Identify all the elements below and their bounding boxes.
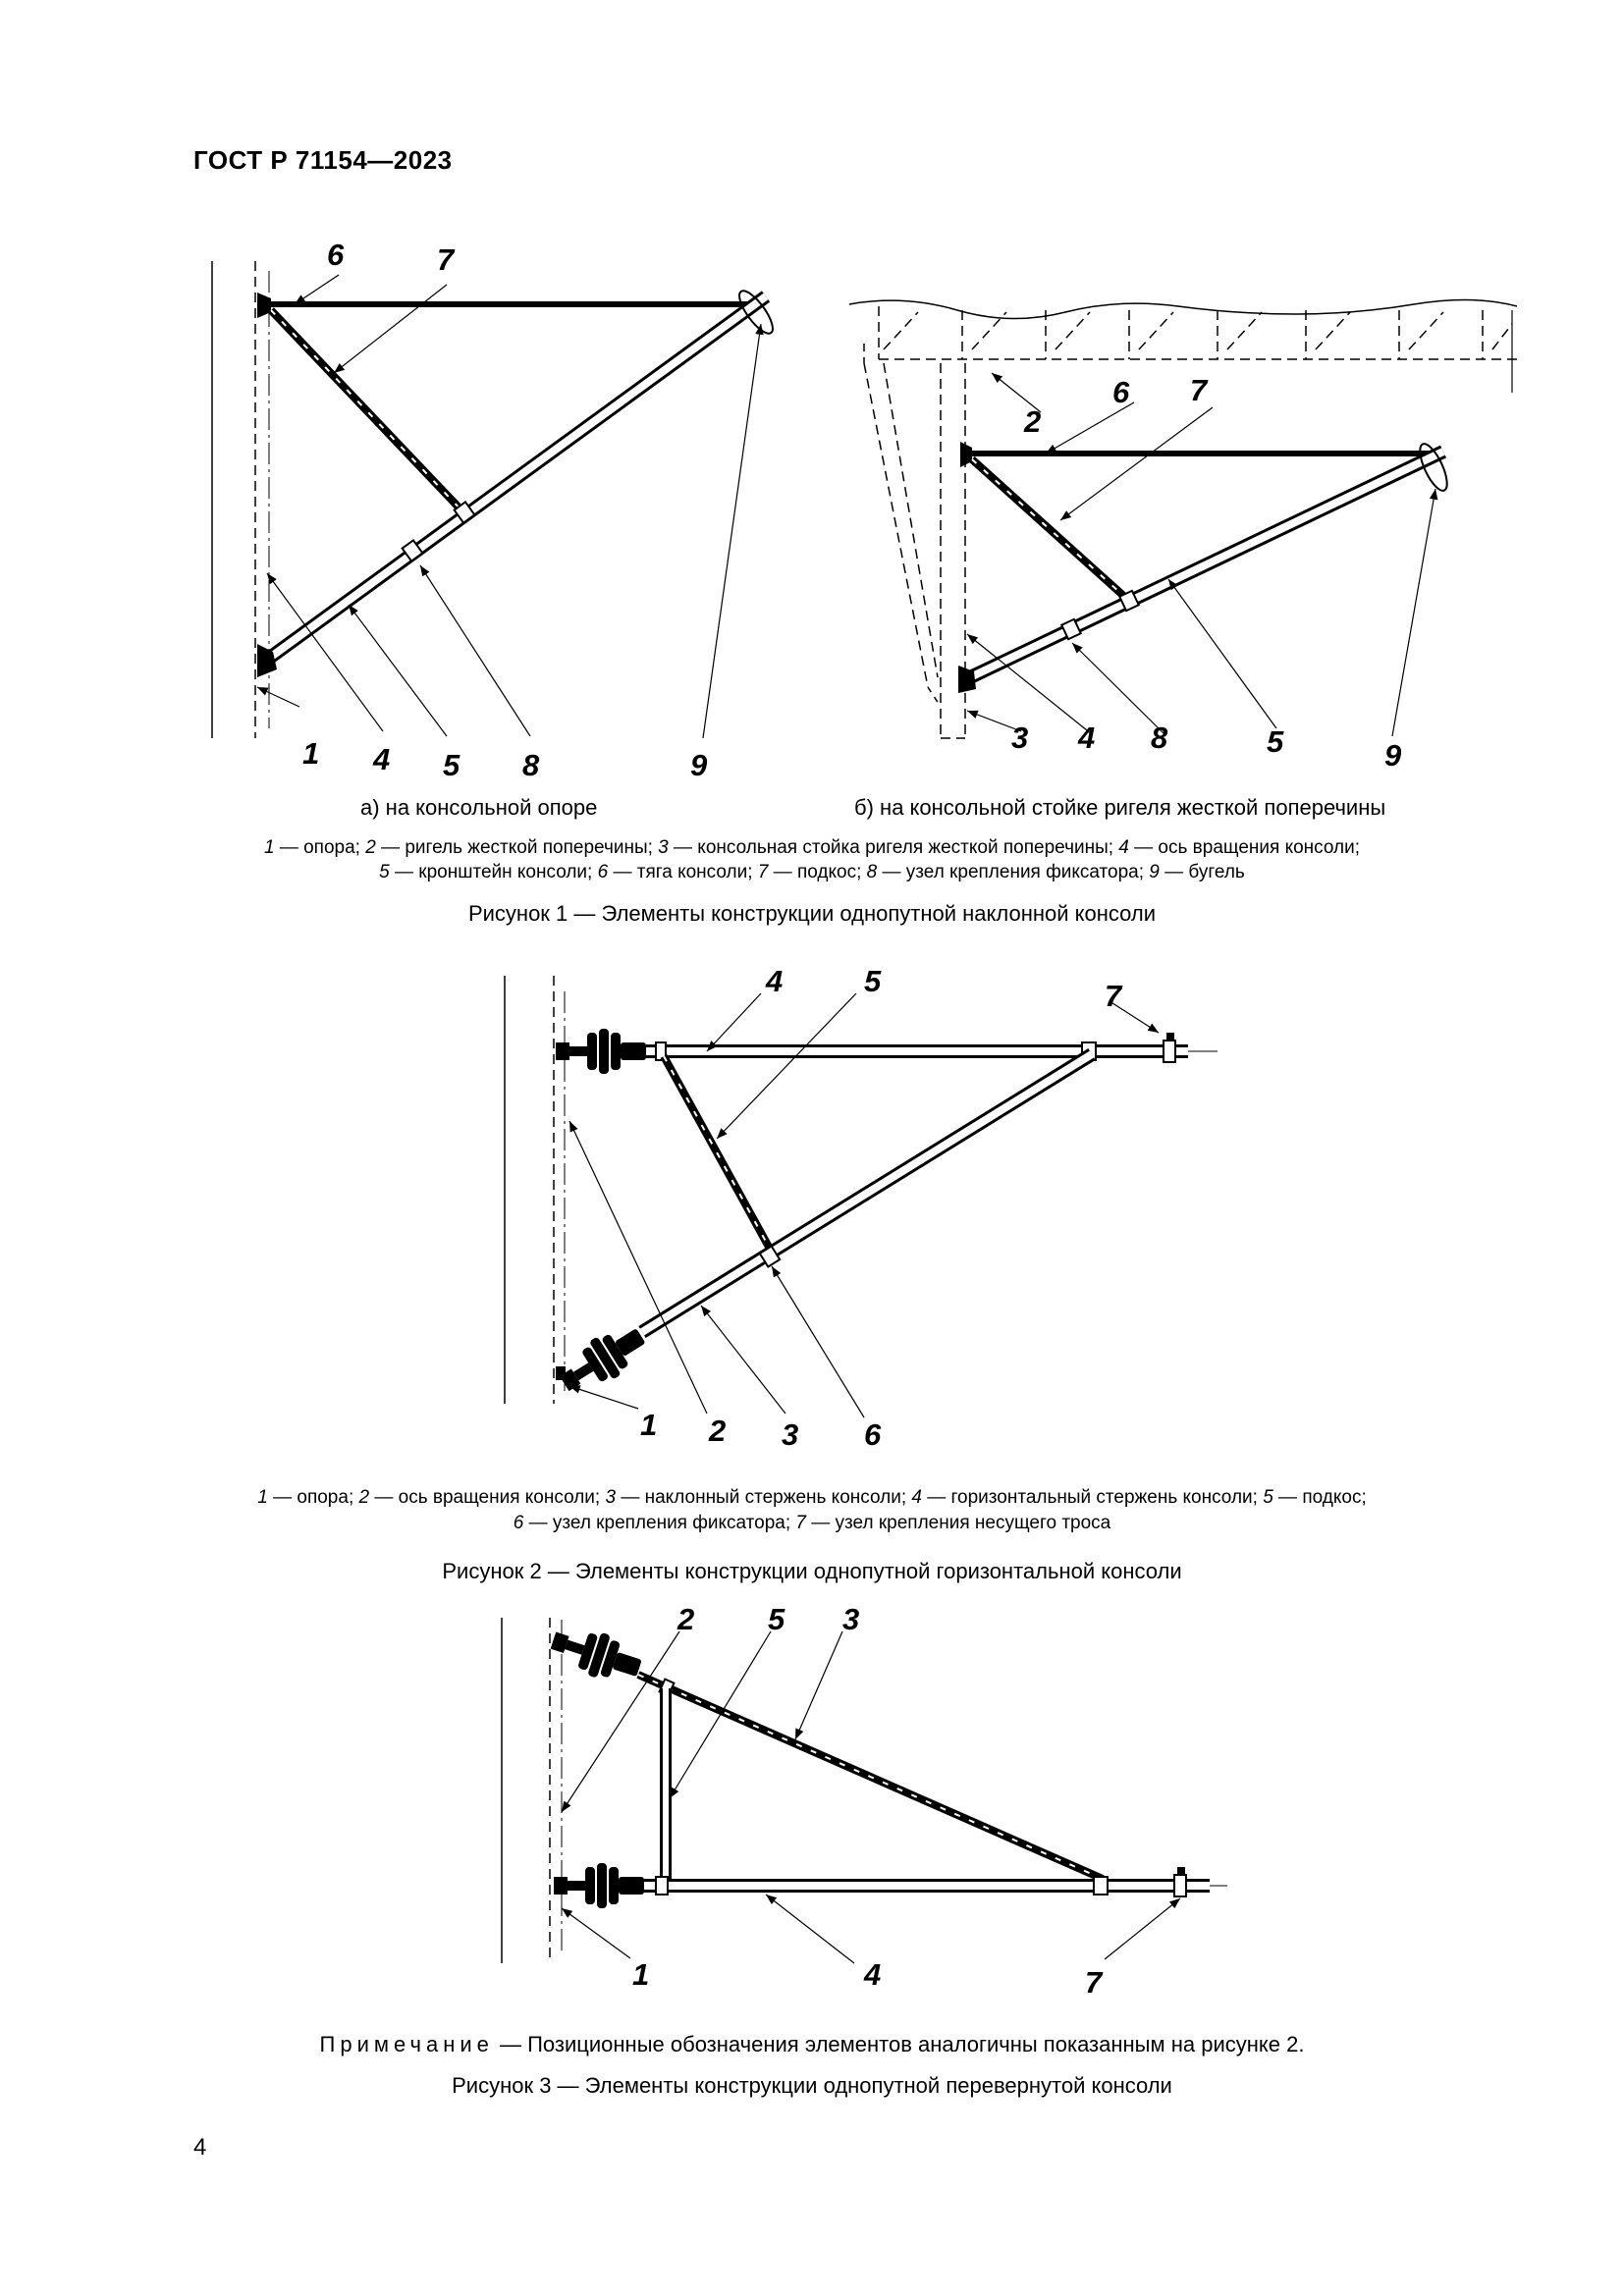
fig1a-strut (271, 310, 465, 514)
fig1a-label-6: 6 (327, 238, 345, 272)
fig1b-strut (972, 459, 1129, 601)
fig3-pole (502, 1618, 562, 1963)
fig1a-label-8: 8 (522, 748, 540, 782)
fig1b-tie-rod (960, 442, 1434, 467)
fig1a-label-7: 7 (437, 242, 455, 277)
fig3-title: Рисунок 3 — Элементы конструкции однопутной перевернутой консоли (452, 2073, 1172, 2098)
note-label: Примечание (319, 2032, 494, 2056)
fig3-label-4: 4 (864, 1957, 882, 1992)
fig3-note (0, 2032, 1624, 2057)
fig2-insulator-top (556, 1029, 646, 1074)
fig1a-label-5: 5 (443, 748, 460, 782)
fig3-insulator-bottom (554, 1863, 644, 1908)
fig2-strut (664, 1056, 770, 1249)
fig2-title: Рисунок 2 — Элементы конструкции однопутной горизонтальной консоли (442, 1559, 1182, 1583)
fig1b-label-6: 6 (1112, 375, 1130, 409)
fig1b-label-4: 4 (1078, 721, 1096, 755)
fig1a-label-9: 9 (690, 748, 708, 782)
fig2-insulator-bottom (553, 1316, 653, 1403)
fig1a-caption: а) на консольной опоре (360, 795, 598, 820)
fig1-legend-line1: 1 — опора; 2 — ригель жесткой поперечины; 3 — консольная стойка ригеля жесткой поперечины; 4 — ось вращения консоли; (263, 837, 1360, 858)
fig2-bottom-mount (556, 1366, 566, 1380)
fig1a-leaders (257, 275, 761, 738)
fig2-legend-line1: 1 — опора; 2 — ось вращения консоли; 3 — наклонный стержень консоли; 4 — горизонтальный стержень консоли; 5 — подкос; (257, 1487, 1367, 1508)
fig2-label-4: 4 (766, 964, 784, 998)
fig1b-console-post (864, 363, 965, 738)
fig3-label-3: 3 (842, 1602, 860, 1636)
fig1b-label-3: 3 (1011, 721, 1029, 755)
fig3-label-1: 1 (632, 1957, 650, 1992)
fig1a-label-4: 4 (373, 742, 391, 776)
fig1-title: Рисунок 1 — Элементы конструкции однопутной наклонной консоли (467, 901, 1157, 926)
fig2-label-7: 7 (1105, 979, 1122, 1013)
page-number: 4 (193, 2134, 207, 2161)
fig1b-label-5: 5 (1267, 724, 1284, 759)
fig2-label-1: 1 (640, 1408, 658, 1442)
fig3-label-7: 7 (1085, 1965, 1103, 2000)
note-text: — Позиционные обозначения элементов аналогичны показанным на рисунке 2. (493, 2032, 1305, 2056)
fig2-inclined-rod (642, 1054, 1092, 1332)
fig3-label-5: 5 (768, 1602, 785, 1636)
fig2-pole (505, 976, 565, 1404)
fig3-inclined-rod (638, 1675, 1103, 1879)
fig2-horizontal-rod (646, 1033, 1218, 1062)
document-header: ГОСТ Р 71154—2023 (193, 145, 453, 175)
fig2-label-2: 2 (709, 1414, 727, 1448)
fig2-legend-line2: 6 — узел крепления фиксатора; 7 — узел крепления несущего троса (513, 1513, 1111, 1533)
fig1b-crossbeam (849, 299, 1517, 393)
fig3-label-2: 2 (677, 1602, 695, 1636)
fig1b-caption: б) на консольной стойке ригеля жесткой поперечины (854, 795, 1386, 820)
fig2-label-5: 5 (864, 964, 882, 998)
fig3-horizontal-rod (644, 1867, 1227, 1896)
fig1b-bracket (958, 441, 1452, 693)
fig1b-label-2: 2 (1024, 404, 1042, 439)
fig1b-label-9: 9 (1384, 738, 1402, 773)
fig1b-label-8: 8 (1151, 721, 1168, 755)
fig1a-bracket (257, 287, 779, 677)
fig1a-label-1: 1 (302, 736, 320, 771)
fig2-label-6: 6 (864, 1417, 882, 1452)
fig2-label-3: 3 (782, 1417, 799, 1452)
fig1-legend-line2: 5 — кронштейн консоли; 6 — тяга консоли; 7 — подкос; 8 — узел крепления фиксатора; 9 — бугель (379, 862, 1245, 882)
fig1b-label-7: 7 (1190, 373, 1208, 407)
fig1a-tie-rod (257, 293, 756, 318)
